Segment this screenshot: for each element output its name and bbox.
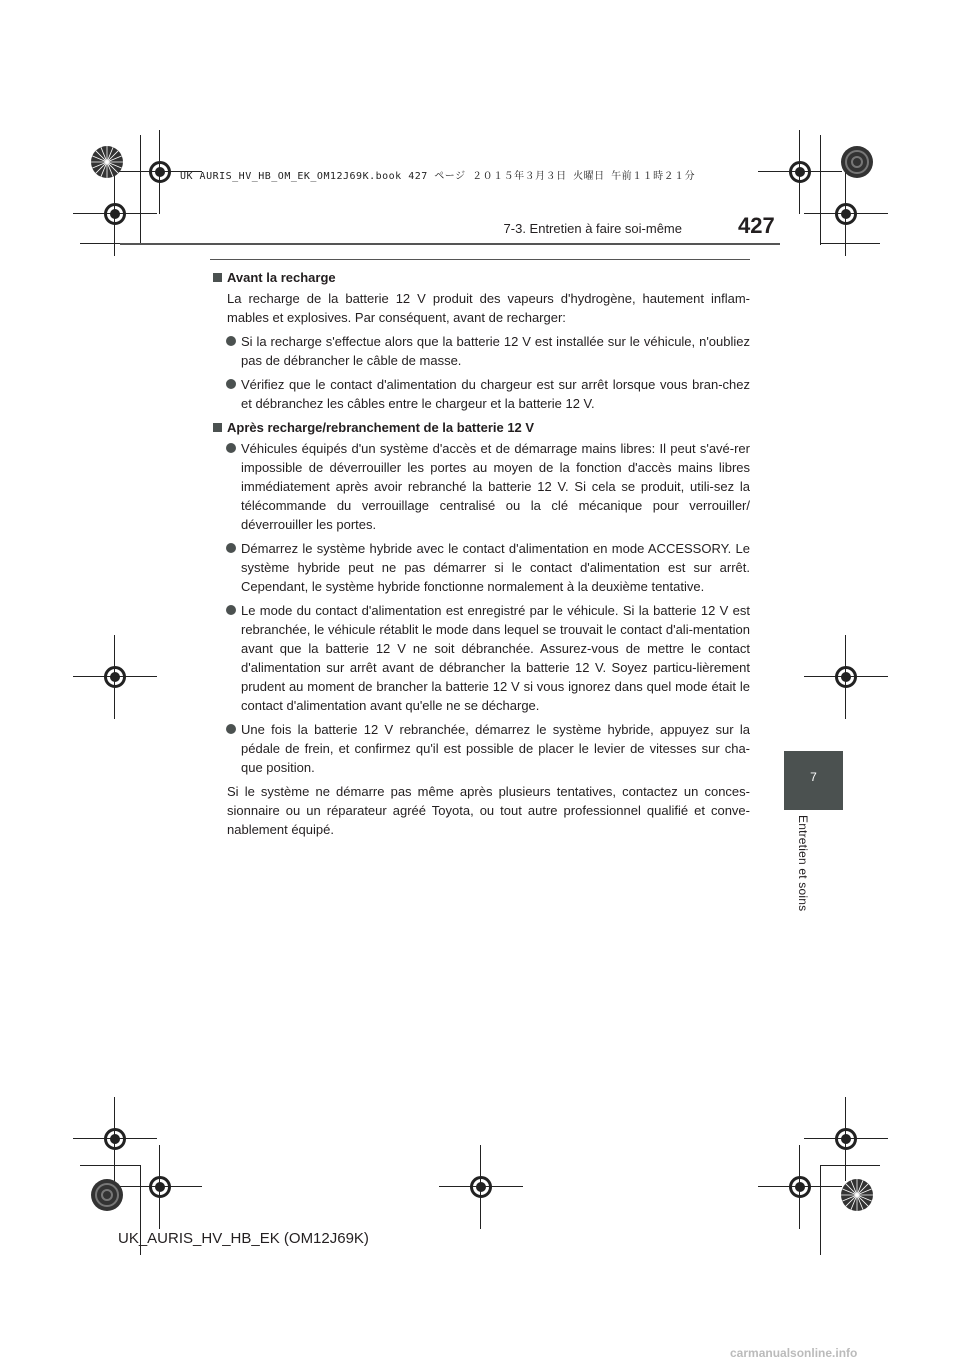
watermark: carmanualsonline.info <box>730 1346 858 1360</box>
main-content <box>210 268 750 839</box>
crop-line <box>140 135 141 245</box>
list-item <box>210 601 750 715</box>
calibration-wheel-icon <box>90 145 124 179</box>
square-bullet-icon <box>213 423 222 432</box>
list-item-text: Véhicules équipés d'un système d'accès et de démarrage mains libres: Il peut s'avé-rer impossible de déverrouiller les portes au moyen de la fonction d'accès mains libres immédiatement après avoir rebranché la batterie 12 V. Si cela se produit, utili-sez la télécommande du verrouillage centralisé ou la clé mécanique pour verrouiller/ déverrouiller les portes. <box>241 441 750 532</box>
round-bullet-icon <box>226 336 236 346</box>
round-bullet-icon <box>226 724 236 734</box>
registration-mark <box>832 1125 860 1153</box>
book-info: UK AURIS_HV_HB_OM_EK_OM12J69K.book 427 ページ ２０１５年３月３日 火曜日 午前１１時２１分 <box>180 171 696 182</box>
round-bullet-icon <box>226 443 236 453</box>
registration-mark <box>101 663 129 691</box>
chapter-number: 7 <box>810 770 817 784</box>
registration-mark <box>146 1173 174 1201</box>
list-item <box>210 375 750 413</box>
round-bullet-icon <box>226 605 236 615</box>
paragraph: La recharge de la batterie 12 V produit des vapeurs d'hydrogène, hautement inflam-mables et explosives. Par conséquent, avant de recharger: <box>227 291 750 325</box>
calibration-wheel-icon <box>840 1178 874 1212</box>
calibration-wheel-icon <box>90 1178 124 1212</box>
list-item-text: Si la recharge s'effectue alors que la batterie 12 V est installée sur le véhicule, n'oubliez pas de débrancher le câble de masse. <box>241 334 750 368</box>
chapter-label: Entretien et soins <box>796 815 810 912</box>
crop-line <box>820 1165 821 1255</box>
heading-text: Après recharge/rebranchement de la batterie 12 V <box>227 420 535 435</box>
list-item <box>210 332 750 370</box>
list-item-text: Vérifiez que le contact d'alimentation du chargeur est sur arrêt lorsque vous bran-chez et débranchez les câbles entre le chargeur et la batterie 12 V. <box>241 377 750 411</box>
registration-mark <box>832 200 860 228</box>
calibration-wheel-icon <box>840 145 874 179</box>
registration-mark <box>786 1173 814 1201</box>
list-item <box>210 539 750 596</box>
registration-mark <box>101 1125 129 1153</box>
section-title: 7-3. Entretien à faire soi-même <box>503 221 682 236</box>
list-item-text: Démarrez le système hybride avec le contact d'alimentation en mode ACCESSORY. Le système hybride peut ne pas démarrer si le contact d'alimentation est sur arrêt. Cependant, le système hybride fonctionne normalement à la deuxième tentative. <box>241 541 750 594</box>
list-item <box>210 720 750 777</box>
section-heading <box>210 268 750 287</box>
crop-line <box>80 1165 140 1166</box>
crop-line <box>820 1165 880 1166</box>
heading-text: Avant la recharge <box>227 270 336 285</box>
model-code: UK_AURIS_HV_HB_EK (OM12J69K) <box>118 1230 369 1247</box>
round-bullet-icon <box>226 379 236 389</box>
registration-mark <box>146 158 174 186</box>
list-item-text: Une fois la batterie 12 V rebranchée, démarrez le système hybride, appuyez sur la pédale de frein, et confirmez qu'il est possible de placer le levier de vitesses sur cha-que position. <box>241 722 750 775</box>
registration-mark <box>832 663 860 691</box>
section-heading <box>210 418 750 437</box>
list-item-text: Le mode du contact d'alimentation est enregistré par le véhicule. Si la batterie 12 V est rebranchée, le véhicule rétablit le mode dans lequel se trouvait le contact d'ali-mentation avant que la batterie 12 V ne soit débranchée. Assurez-vous de mettre le contact d'alimentation sur arrêt avant de débrancher la batterie 12 V. Soyez particu-lièrement prudent au moment de brancher la batterie 12 V si vous ignorez dans quel mode était le contact d'alimentation avant qu'elle ne se décharge. <box>241 603 750 713</box>
registration-mark <box>467 1173 495 1201</box>
page-number: 427 <box>738 213 775 238</box>
crop-line <box>820 243 880 244</box>
content-rule <box>210 259 750 260</box>
header-rule <box>120 243 780 245</box>
list-item <box>210 439 750 534</box>
registration-mark <box>101 200 129 228</box>
square-bullet-icon <box>213 273 222 282</box>
round-bullet-icon <box>226 543 236 553</box>
crop-line <box>820 135 821 245</box>
closing-paragraph: Si le système ne démarre pas même après plusieurs tentatives, contactez un conces-sionnaire ou un réparateur agréé Toyota, ou tout autre professionnel qualifié et conve-nablement équipé. <box>227 784 750 837</box>
registration-mark <box>786 158 814 186</box>
